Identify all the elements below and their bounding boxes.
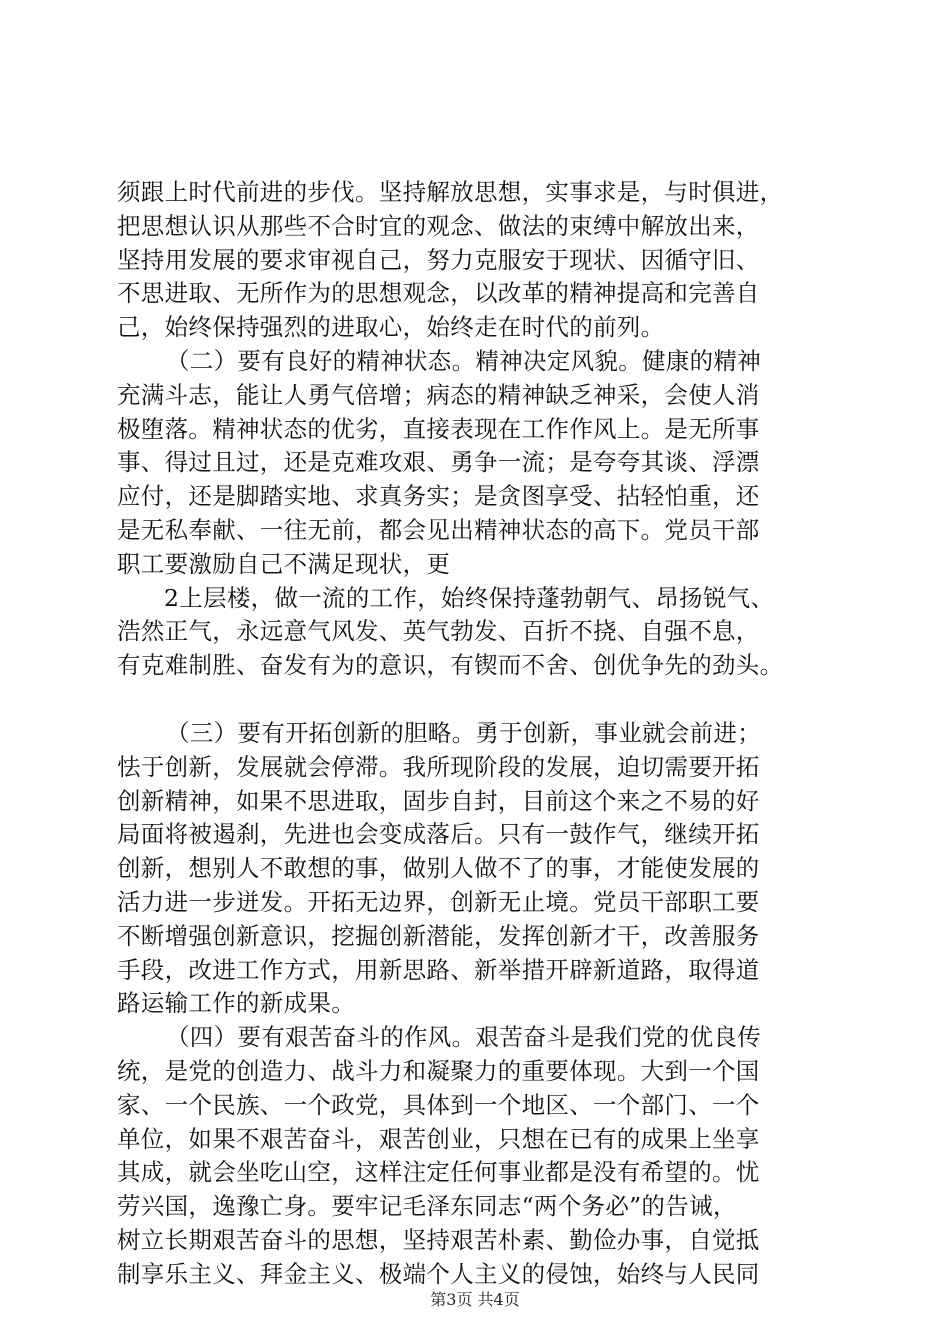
- paragraph-2: [117, 345, 847, 582]
- text-line: 劳兴国，逸豫亡身。要牢记毛泽东同志“两个务必”的告诫，: [117, 1192, 737, 1221]
- text-line: 手段，改进工作方式，用新思路、新举措开辟新道路，取得道: [117, 955, 760, 984]
- text-line: 己，始终保持强烈的进取心，始终走在时代的前列。: [117, 313, 665, 342]
- paragraph-spacer: [117, 683, 847, 717]
- text-line: 须跟上时代前进的步伐。坚持解放思想，实事求是，与时俱进，: [117, 178, 784, 206]
- text-line: 路运输工作的新成果。: [117, 989, 355, 1018]
- text-line: （二）要有良好的精神状态。精神决定风貌。健康的精神: [166, 346, 761, 375]
- text-line: 职工要激励自己不满足现状，更: [117, 549, 451, 578]
- text-line: 不思进取、无所作为的思想观念，以改革的精神提高和完善自: [117, 279, 760, 308]
- text-line: 怯于创新，发展就会停滞。我所现阶段的发展，迫切需要开拓: [117, 752, 760, 781]
- text-line: 事、得过且过，还是克难攻艰、勇争一流；是夸夸其谈、浮漂: [117, 448, 760, 477]
- text-line: 不断增强创新意识，挖掘创新潜能，发挥创新才干，改善服务: [117, 921, 760, 950]
- text-line: 是无私奉献、一往无前，都会见出精神状态的高下。党员干部: [117, 515, 760, 544]
- text-line: 极堕落。精神状态的优劣，直接表现在工作作风上。是无所事: [117, 414, 760, 443]
- text-line: 创新精神，如果不思进取，固步自封，目前这个来之不易的好: [117, 786, 760, 815]
- text-line: 浩然正气，永远意气风发、英气勃发、百折不挠、自强不息，: [117, 617, 760, 646]
- text-line: 活力进一步迸发。开拓无边界，创新无止境。党员干部职工要: [117, 887, 760, 916]
- paragraph-4: [117, 717, 847, 1021]
- text-line: 坚持用发展的要求审视自己，努力克服安于现状、因循守旧、: [117, 245, 760, 274]
- paragraph-5: [117, 1021, 847, 1291]
- text-line: 其成，就会坐吃山空，这样注定任何事业都是没有希望的。忧: [117, 1158, 760, 1187]
- document-body: [117, 176, 847, 1292]
- text-line: 家、一个民族、一个政党，具体到一个地区、一个部门、一个: [117, 1090, 760, 1119]
- text-line: 制享乐主义、拜金主义、极端个人主义的侵蚀，始终与人民同: [117, 1259, 760, 1288]
- page-number-footer: 第3页 共4页: [430, 1290, 520, 1309]
- text-line: 局面将被遏刹，先进也会变成落后。只有一鼓作气，继续开拓: [117, 820, 760, 849]
- text-line: 有克难制胜、奋发有为的意识，有锲而不舍、创优争先的劲头。: [117, 651, 784, 680]
- text-line: 统，是党的创造力、战斗力和凝聚力的重要体现。大到一个国: [117, 1056, 760, 1085]
- text-line: （四）要有艰苦奋斗的作风。艰苦奋斗是我们党的优良传: [166, 1023, 761, 1052]
- text-line: （三）要有开拓创新的胆略。勇于创新，事业就会前进；: [166, 718, 761, 747]
- paragraph-1: [117, 176, 847, 345]
- text-line: 单位，如果不艰苦奋斗，艰苦创业，只想在已有的成果上坐享: [117, 1124, 760, 1153]
- text-line: 树立长期艰苦奋斗的思想，坚持艰苦朴素、勤俭办事，自觉抵: [117, 1225, 760, 1254]
- text-line: 2上层楼，做一流的工作，始终保持蓬勃朝气、昂扬锐气、: [164, 583, 775, 612]
- paragraph-3: [117, 582, 847, 683]
- text-line: 把思想认识从那些不合时宜的观念、做法的束缚中解放出来，: [117, 211, 760, 240]
- text-line: 应付，还是脚踏实地、求真务实；是贪图享受、拈轻怕重，还: [117, 482, 760, 511]
- text-line: 创新，想别人不敢想的事，做别人做不了的事，才能使发展的: [117, 854, 760, 883]
- text-line: 充满斗志，能让人勇气倍增；病态的精神缺乏神采，会使人消: [117, 380, 760, 409]
